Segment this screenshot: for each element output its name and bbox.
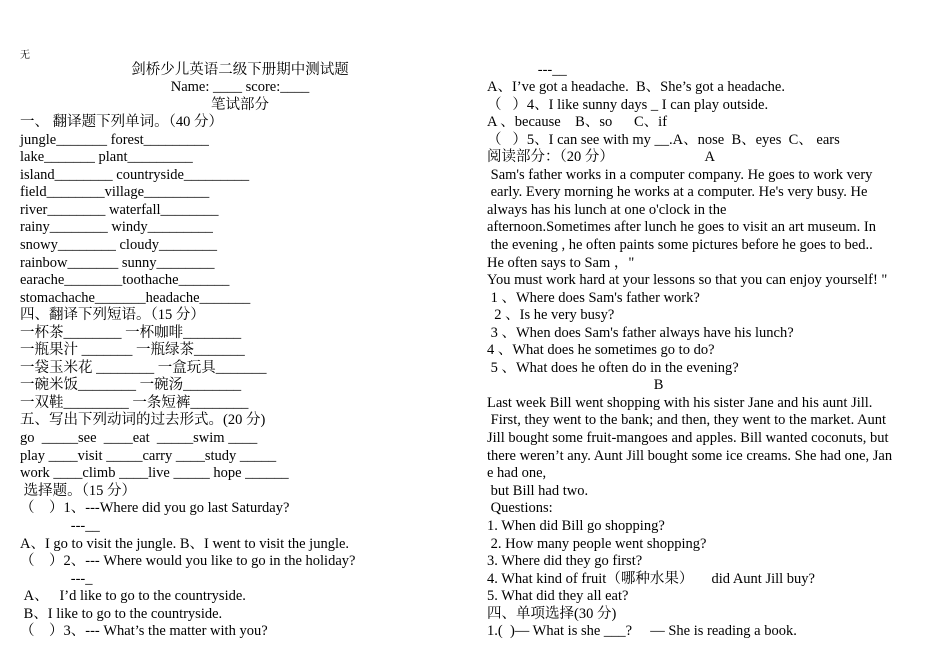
single-choice-question: 1.( )— What is she ___? — She is reading a book. bbox=[487, 623, 797, 639]
right-line: （ ）4、I like sunny days _ I can play outside. bbox=[487, 97, 769, 113]
passage-b-question: 1. When did Bill go shopping? bbox=[487, 518, 665, 534]
choice-line: B、I like to go to the countryside. bbox=[20, 606, 223, 622]
section4-row: 一双鞋_________ 一条短裤________ bbox=[20, 395, 249, 411]
choice-line: A、I go to visit the jungle. B、I went to visit the jungle. bbox=[20, 536, 350, 552]
section1-row: rainbow_______ sunny________ bbox=[20, 255, 215, 271]
passage-b-line: e had one, bbox=[487, 465, 547, 481]
passage-a-question: 2 、Is he very busy? bbox=[487, 307, 615, 323]
section1-row: jungle_______ forest_________ bbox=[20, 132, 209, 148]
passage-b-question: 4. What kind of fruit（哪种水果） did Aunt Jill buy? bbox=[487, 571, 815, 587]
section5-row: play ____visit _____carry ____study _____ bbox=[20, 448, 277, 464]
passage-a-line: Sam's father works in a computer company. He goes to work very bbox=[487, 167, 873, 183]
choice-line: （ ）1、---Where did you go last Saturday? bbox=[20, 500, 290, 516]
passage-b-line: First, they went to the bank; and then, they went to the market. Aunt bbox=[487, 412, 887, 428]
passage-b-label: B bbox=[487, 377, 664, 393]
section1-title: 一、 翻译题下列单词。（40 分） bbox=[20, 114, 223, 130]
right-line: A 、because B、so C、if bbox=[487, 114, 668, 130]
right-line: （ ）5、I can see with my __.A、nose B、eyes C、 ears bbox=[487, 132, 840, 148]
exam-title: 剑桥少儿英语二级下册期中测试题 bbox=[131, 62, 349, 78]
section5-title: 五、写出下列动词的过去形式。(20 分) bbox=[20, 412, 266, 428]
questions-label: Questions: bbox=[487, 500, 553, 516]
choice-line: ---_ bbox=[20, 571, 93, 587]
section5-row: go _____see ____eat _____swim ____ bbox=[20, 430, 258, 446]
passage-a-line: the evening , he often paints some pictures before he goes to bed.. bbox=[487, 237, 873, 253]
section4-row: 一袋玉米花 ________ 一盒玩具_______ bbox=[20, 360, 267, 376]
choice-line: （ ）2、--- Where would you like to go in the holiday? bbox=[20, 553, 356, 569]
passage-b-question: 3. Where did they go first? bbox=[487, 553, 643, 569]
passage-a-line: afternoon.Sometimes after lunch he goes to visit an art museum. In bbox=[487, 219, 876, 235]
passage-a-question: 5 、What does he often do in the evening? bbox=[487, 360, 739, 376]
choice-line: （ ）3、--- What’s the matter with you? bbox=[20, 623, 268, 639]
passage-a-question: 4 、What does he sometimes go to do? bbox=[487, 342, 715, 358]
passage-b-line: Last week Bill went shopping with his sister Jane and his aunt Jill. bbox=[487, 395, 873, 411]
section1-row: earache________toothache_______ bbox=[20, 272, 230, 288]
name-score-line: Name: ____ score:____ bbox=[170, 79, 310, 95]
choice-section-title: 选择题。（15 分） bbox=[20, 483, 136, 499]
choice-line: A、 I’d like to go to the countryside. bbox=[20, 588, 246, 604]
corner-mark-region bbox=[20, 46, 30, 61]
corner-mark: 无 bbox=[20, 50, 30, 61]
passage-a-question: 1 、Where does Sam's father work? bbox=[487, 290, 700, 306]
passage-a-line: You must work hard at your lessons so that you can enjoy yourself! " bbox=[487, 272, 888, 288]
section1-row: snowy________ cloudy________ bbox=[20, 237, 217, 253]
reading-section-title: 阅读部分：（20 分） A bbox=[487, 149, 715, 165]
section1-row: stomachache_______headache_______ bbox=[20, 290, 251, 306]
section4-title: 四、翻译下列短语。（15 分） bbox=[20, 307, 205, 323]
passage-a-line: early. Every morning he works at a computer. He's very busy. He bbox=[487, 184, 868, 200]
section4-row: 一碗米饭________ 一碗汤________ bbox=[20, 377, 242, 393]
section1-row: field________village_________ bbox=[20, 184, 210, 200]
passage-a-line: always has his lunch at one o'clock in the bbox=[487, 202, 727, 218]
passage-b-question: 5. What did they all eat? bbox=[487, 588, 629, 604]
passage-b-line: but Bill had two. bbox=[487, 483, 589, 499]
section4-row: 一瓶果汁 _______ 一瓶绿茶_______ bbox=[20, 342, 245, 358]
section1-row: rainy________ windy_________ bbox=[20, 219, 213, 235]
passage-a-line: He often says to Sam ，" bbox=[487, 255, 635, 271]
section4-row: 一杯茶________ 一杯咖啡________ bbox=[20, 325, 242, 341]
passage-b-line: there weren’t any. Aunt Jill bought some ice creams. She had one, Jan bbox=[487, 448, 893, 464]
section1-row: island________ countryside_________ bbox=[20, 167, 250, 183]
passage-b-question: 2. How many people went shopping? bbox=[487, 536, 707, 552]
section5-row: work ____climb ____live _____ hope ______ bbox=[20, 465, 289, 481]
right-line: ---__ bbox=[487, 62, 567, 78]
right-line: A、I’ve got a headache. B、She’s got a headache. bbox=[487, 79, 785, 95]
section1-row: river________ waterfall________ bbox=[20, 202, 219, 218]
passage-b-line: Jill bought some fruit-mangoes and apples. Bill wanted coconuts, but bbox=[487, 430, 889, 446]
choice-line: ---__ bbox=[20, 518, 100, 534]
passage-a-question: 3 、When does Sam's father always have his lunch? bbox=[487, 325, 794, 341]
section1-row: lake_______ plant_________ bbox=[20, 149, 193, 165]
single-choice-title: 四、单项选择(30 分) bbox=[487, 606, 617, 622]
written-part-label: 笔试部分 bbox=[211, 97, 269, 113]
